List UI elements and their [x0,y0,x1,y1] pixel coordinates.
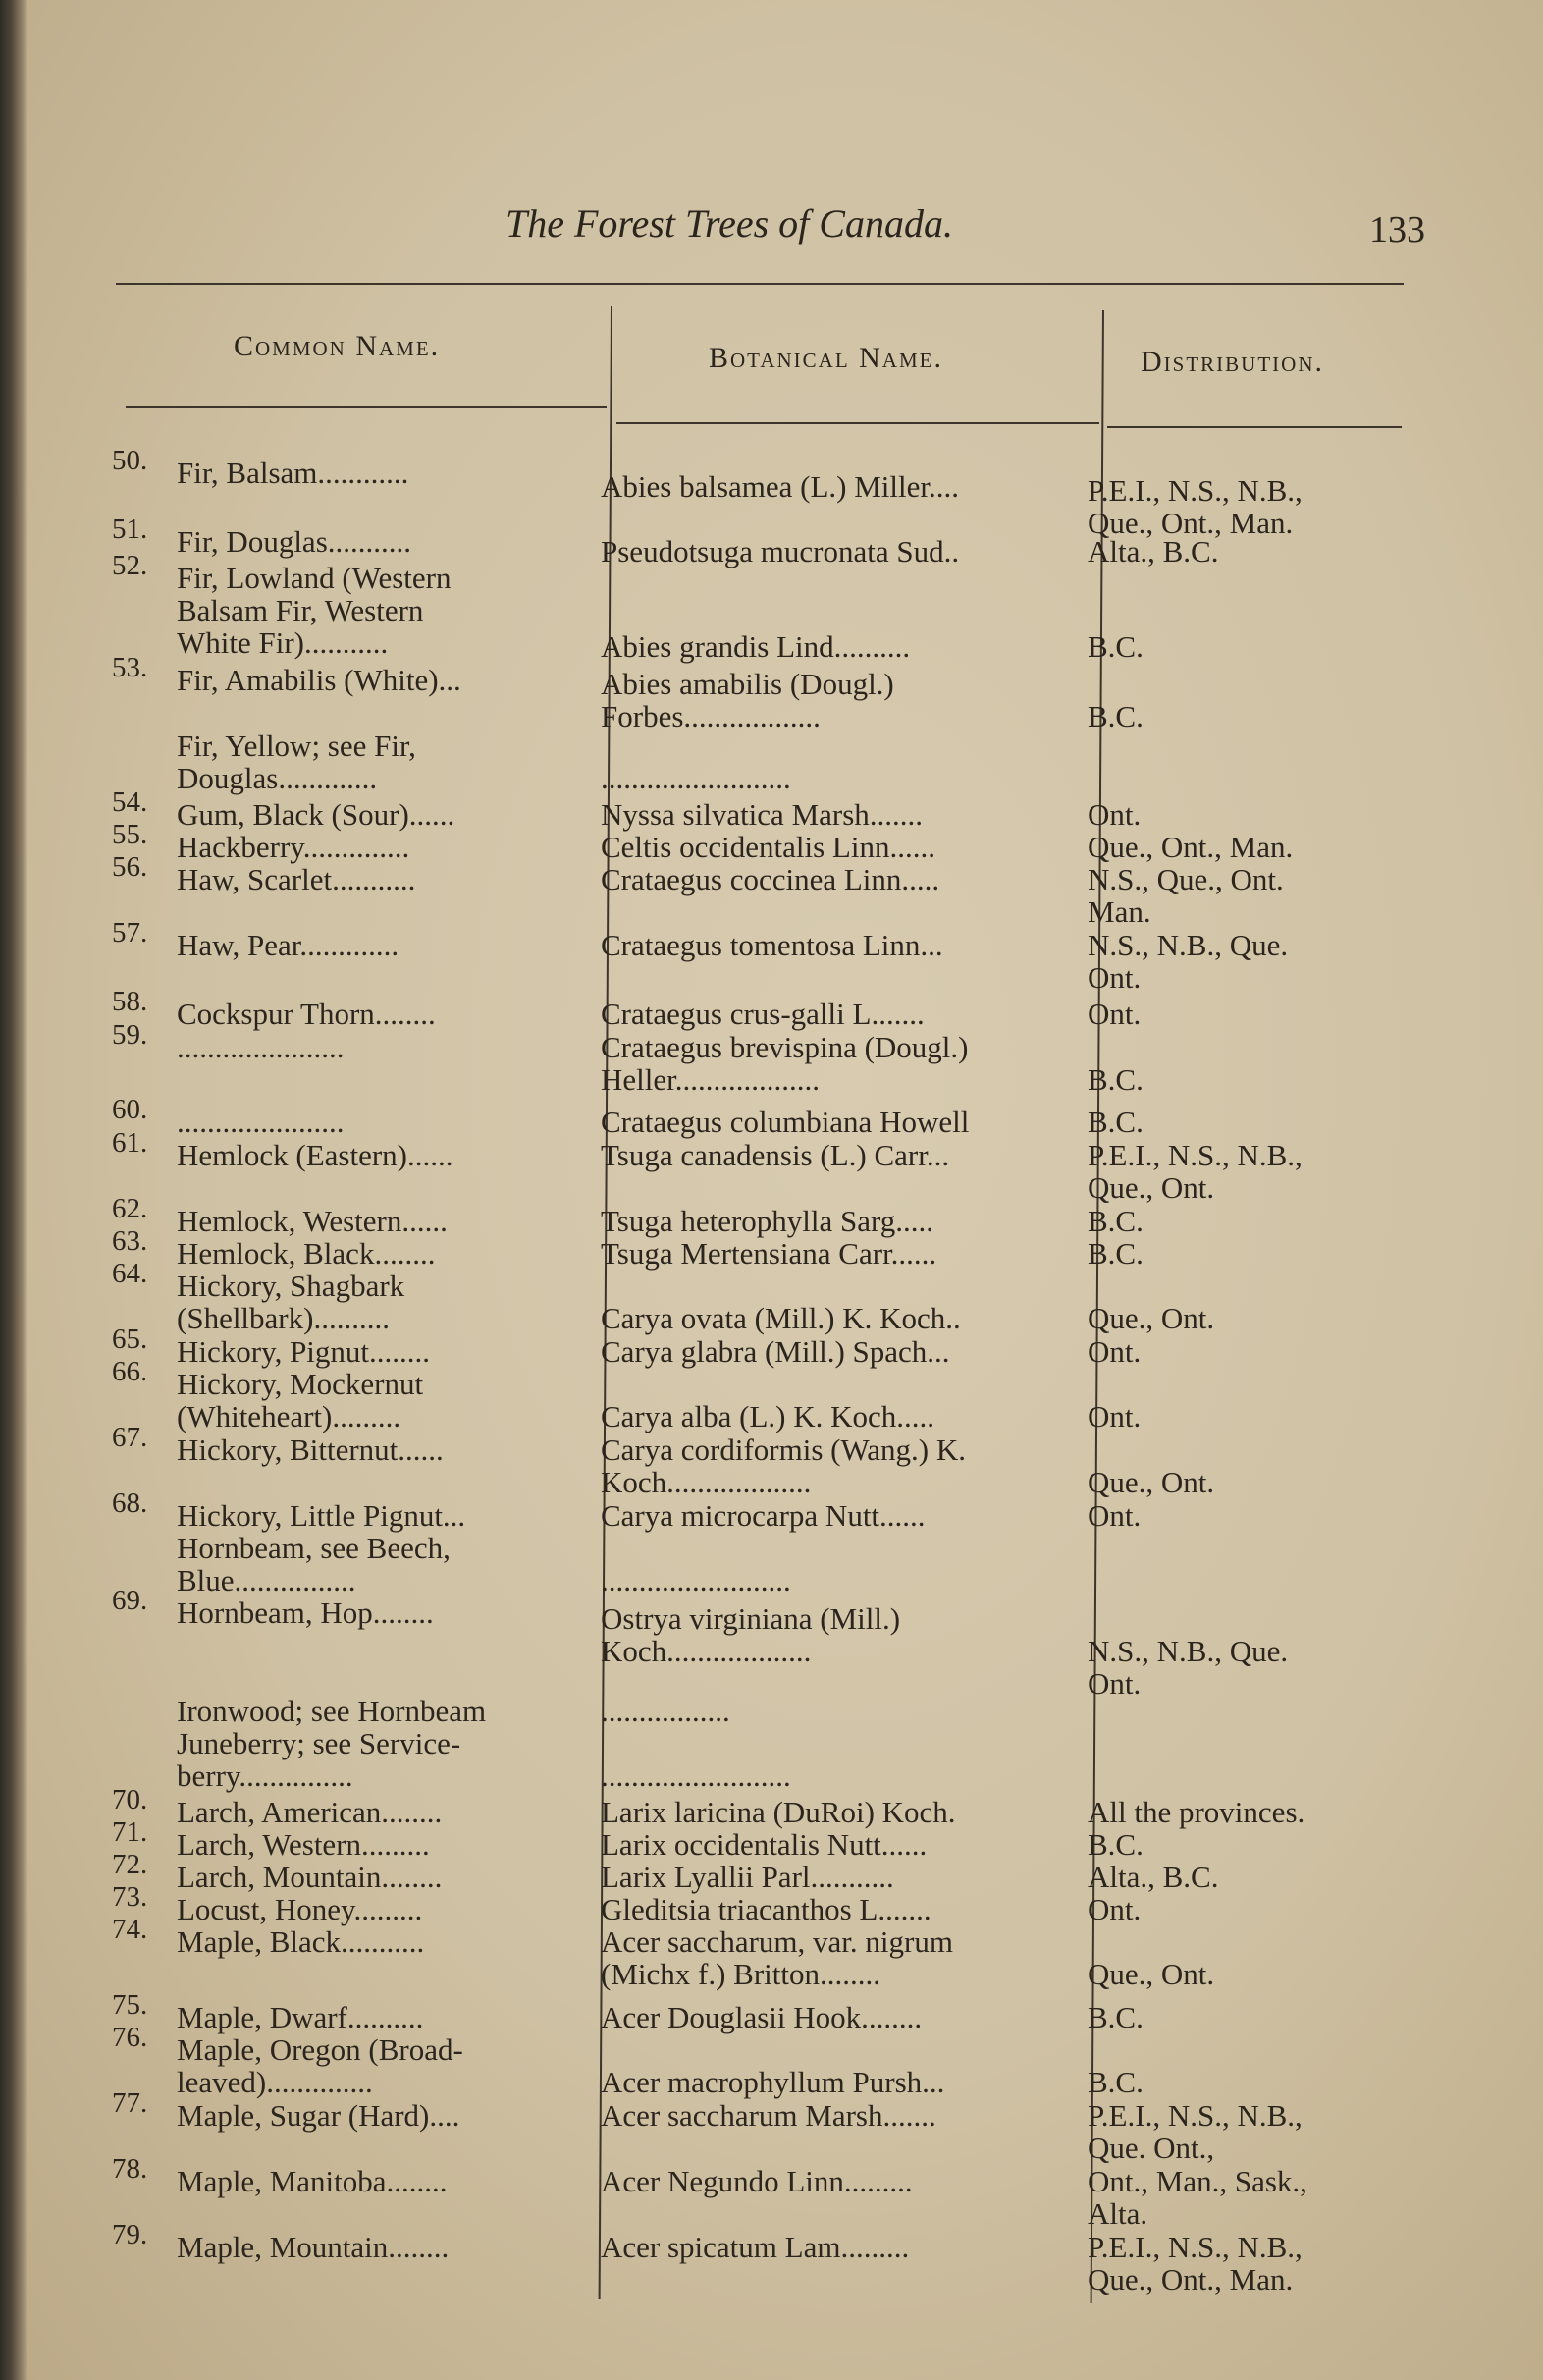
botanical-name-cell: Acer macrophyllum Pursh... [601,2065,945,2099]
common-name-cell: Fir, Amabilis (White)... [177,663,461,697]
row-number: 74. [112,1914,148,1945]
common-name-cell: Haw, Pear............. [177,928,399,962]
table-row [0,2219,1543,2297]
common-name-cell: Maple, Oregon (Broad- leaved).............. [177,2032,463,2099]
common-name-cell: Hickory, Pignut........ [177,1334,431,1369]
row-number: 61. [112,1127,148,1159]
common-name-cell: Maple, Sugar (Hard).... [177,2098,460,2133]
row-number: 68. [112,1488,148,1519]
row-number: 55. [112,819,148,850]
botanical-name-cell: ......................... [601,1563,791,1597]
common-name-cell: Fir, Douglas........... [177,524,412,559]
distribution-cell: Ont. [1088,1399,1142,1433]
botanical-name-cell: Acer Negundo Linn......... [601,2164,913,2198]
row-number: 75. [112,1989,148,2021]
distribution-cell: N.S., Que., Ont. Man. [1088,862,1284,929]
common-name-cell: Cockspur Thorn........ [177,997,436,1031]
common-name-cell: Hemlock (Eastern)...... [177,1138,453,1172]
table-row [0,1585,1543,1701]
running-title: The Forest Trees of Canada. [505,201,953,245]
distribution-cell: B.C. [1088,2000,1144,2034]
distribution-cell: N.S., N.B., Que. Ont. [1088,1634,1289,1701]
botanical-name-cell: Acer saccharum, var. nigrum (Michx f.) Britton........ [601,1924,953,1991]
distribution-cell: Ont. [1088,997,1142,1031]
common-name-cell: Larch, American........ [177,1795,443,1829]
distribution-cell: Que., Ont. [1088,1301,1215,1335]
botanical-name-cell: Abies grandis Lind.......... [601,629,911,664]
botanical-name-cell: Carya microcarpa Nutt...... [601,1498,926,1533]
row-number: 50. [112,445,148,476]
distribution-cell: B.C. [1088,1062,1144,1097]
table-row [0,917,1543,995]
botanical-name-cell: Tsuga heterophylla Sarg..... [601,1204,934,1238]
row-number: 64. [112,1258,148,1289]
common-name-cell: Maple, Dwarf.......... [177,2000,424,2034]
row-number: 57. [112,917,148,948]
botanical-name-cell: Carya ovata (Mill.) K. Koch.. [601,1301,961,1335]
botanical-name-cell: Nyssa silvatica Marsh....... [601,797,924,832]
row-number: 60. [112,1094,148,1125]
column-header-distribution: Distribution. [1141,346,1324,378]
common-name-cell: Hickory, Bitternut...... [177,1433,444,1467]
table-row [0,1258,1543,1335]
page-number: 133 [1369,209,1425,250]
distribution-cell: Ont. [1088,1498,1142,1533]
row-number: 77. [112,2087,148,2119]
common-name-cell: Hickory, Shagbark (Shellbark).......... [177,1269,405,1335]
botanical-name-cell: Crataegus columbiana Howell [601,1105,970,1139]
common-name-cell: Hickory, Mockernut (Whiteheart)......... [177,1367,424,1433]
table-row [0,1531,1543,1597]
common-name-cell: Gum, Black (Sour)...... [177,797,455,832]
table-row [0,1019,1543,1097]
distribution-cell: B.C. [1088,699,1144,733]
distribution-cell: B.C. [1088,1105,1144,1139]
common-name-cell: Maple, Manitoba........ [177,2164,448,2198]
row-number: 53. [112,652,148,683]
table-row [0,1356,1543,1433]
distribution-cell: All the provinces. [1088,1795,1305,1829]
distribution-cell: Ont. [1088,1892,1142,1926]
distribution-cell: P.E.I., N.S., N.B., Que. Ont., [1088,2098,1303,2165]
distribution-cell: B.C. [1088,2065,1144,2099]
common-name-cell: Larch, Western......... [177,1827,430,1862]
botanical-name-cell: Acer Douglasii Hook........ [601,2000,923,2034]
botanical-name-cell: Larix laricina (DuRoi) Koch. [601,1795,956,1829]
row-number: 71. [112,1816,148,1848]
common-name-cell: Haw, Scarlet........... [177,862,416,896]
distribution-cell: Ont. [1088,1334,1142,1369]
distribution-cell: Alta., B.C. [1088,1860,1219,1894]
distribution-cell: P.E.I., N.S., N.B., Que., Ont., Man. [1088,473,1303,540]
row-number: 76. [112,2022,148,2053]
botanical-name-cell: Carya glabra (Mill.) Spach... [601,1334,950,1369]
botanical-name-cell: ......................... [601,761,791,795]
common-name-cell: Maple, Mountain........ [177,2230,450,2264]
row-number: 54. [112,786,148,818]
row-number: 51. [112,514,148,545]
table-row [0,2153,1543,2231]
row-number: 72. [112,1849,148,1880]
botanical-name-cell: Abies amabilis (Dougl.) Forbes.................. [601,667,894,733]
table-row [0,729,1543,795]
common-name-cell: Hackberry.............. [177,830,410,864]
distribution-cell: B.C. [1088,1827,1144,1862]
botanical-name-cell: Tsuga canadensis (L.) Carr... [601,1138,950,1172]
distribution-cell: Ont., Man., Sask., Alta. [1088,2164,1307,2231]
botanical-name-cell: Larix Lyallii Parl........... [601,1860,894,1894]
table-row [0,2087,1543,2165]
distribution-cell: B.C. [1088,629,1144,664]
column-header-common-name: Common Name. [234,330,441,362]
common-name-cell: Fir, Lowland (Western Balsam Fir, Western White Fir)........... [177,561,452,660]
row-number: 66. [112,1356,148,1387]
botanical-name-cell: Crataegus coccinea Linn..... [601,862,940,896]
common-name-cell: Fir, Yellow; see Fir, Douglas............. [177,729,416,795]
botanical-name-cell: Crataegus crus-galli L....... [601,997,925,1031]
botanical-name-cell: ................. ......................... [601,1694,791,1793]
row-number: 73. [112,1881,148,1913]
botanical-name-cell: Larix occidentalis Nutt...... [601,1827,928,1862]
common-name-cell: Hemlock, Western...... [177,1204,448,1238]
botanical-name-cell: Carya cordiformis (Wang.) K. Koch................... [601,1433,966,1499]
column-header-botanical-name: Botanical Name. [709,342,943,374]
row-number: 70. [112,1784,148,1815]
row-number: 78. [112,2153,148,2185]
table-row [0,652,1543,733]
botanical-name-cell: Abies balsamea (L.) Miller.... [601,469,960,504]
table-row [0,1127,1543,1205]
common-name-cell: Hornbeam, see Beech, Blue................ [177,1531,451,1597]
botanical-name-cell: Ostrya virginiana (Mill.) Koch................... [601,1601,901,1668]
distribution-cell: Ont. [1088,797,1142,832]
row-number: 58. [112,986,148,1017]
distribution-cell: Alta., B.C. [1088,534,1219,568]
distribution-cell: B.C. [1088,1236,1144,1271]
botanical-name-cell: Tsuga Mertensiana Carr...... [601,1236,937,1271]
common-name-cell: Hornbeam, Hop........ [177,1596,434,1630]
botanical-name-cell: Carya alba (L.) K. Koch..... [601,1399,935,1433]
row-number: 52. [112,550,148,581]
distribution-cell: N.S., N.B., Que. Ont. [1088,928,1289,995]
row-number: 63. [112,1225,148,1257]
botanical-name-cell: Celtis occidentalis Linn...... [601,830,935,864]
distribution-cell: Que., Ont. [1088,1465,1215,1499]
botanical-name-cell: Crataegus brevispina (Dougl.) Heller................... [601,1030,969,1097]
botanical-name-cell: Crataegus tomentosa Linn... [601,928,943,962]
common-name-cell: ...................... [177,1030,345,1064]
common-name-cell: Ironwood; see Hornbeam Juneberry; see Service- berry............... [177,1694,487,1793]
row-number: 69. [112,1585,148,1616]
row-number: 67. [112,1422,148,1453]
common-name-cell: Larch, Mountain........ [177,1860,443,1894]
distribution-cell: B.C. [1088,1204,1144,1238]
common-name-cell: Hickory, Little Pignut... [177,1498,466,1533]
distribution-cell: P.E.I., N.S., N.B., Que., Ont., Man. [1088,2230,1303,2297]
table-row [0,2022,1543,2099]
botanical-name-cell: Acer spicatum Lam......... [601,2230,910,2264]
common-name-cell: Locust, Honey......... [177,1892,423,1926]
distribution-cell: P.E.I., N.S., N.B., Que., Ont. [1088,1138,1303,1205]
common-name-cell: Fir, Balsam............ [177,456,409,490]
row-number: 65. [112,1324,148,1355]
table-row [0,851,1543,929]
row-number: 56. [112,851,148,883]
table-row [0,1694,1543,1793]
common-name-cell: ...................... [177,1105,345,1139]
row-number: 59. [112,1019,148,1051]
row-number: 79. [112,2219,148,2250]
table-row [0,1914,1543,1991]
botanical-name-cell: Acer saccharum Marsh....... [601,2098,936,2133]
distribution-cell: Que., Ont., Man. [1088,830,1294,864]
botanical-name-cell: Pseudotsuga mucronata Sud.. [601,534,960,568]
common-name-cell: Maple, Black........... [177,1924,425,1959]
row-number: 62. [112,1193,148,1224]
table-row [0,1422,1543,1499]
common-name-cell: Hemlock, Black........ [177,1236,436,1271]
botanical-name-cell: Gleditsia triacanthos L....... [601,1892,931,1926]
distribution-cell: Que., Ont. [1088,1957,1215,1991]
